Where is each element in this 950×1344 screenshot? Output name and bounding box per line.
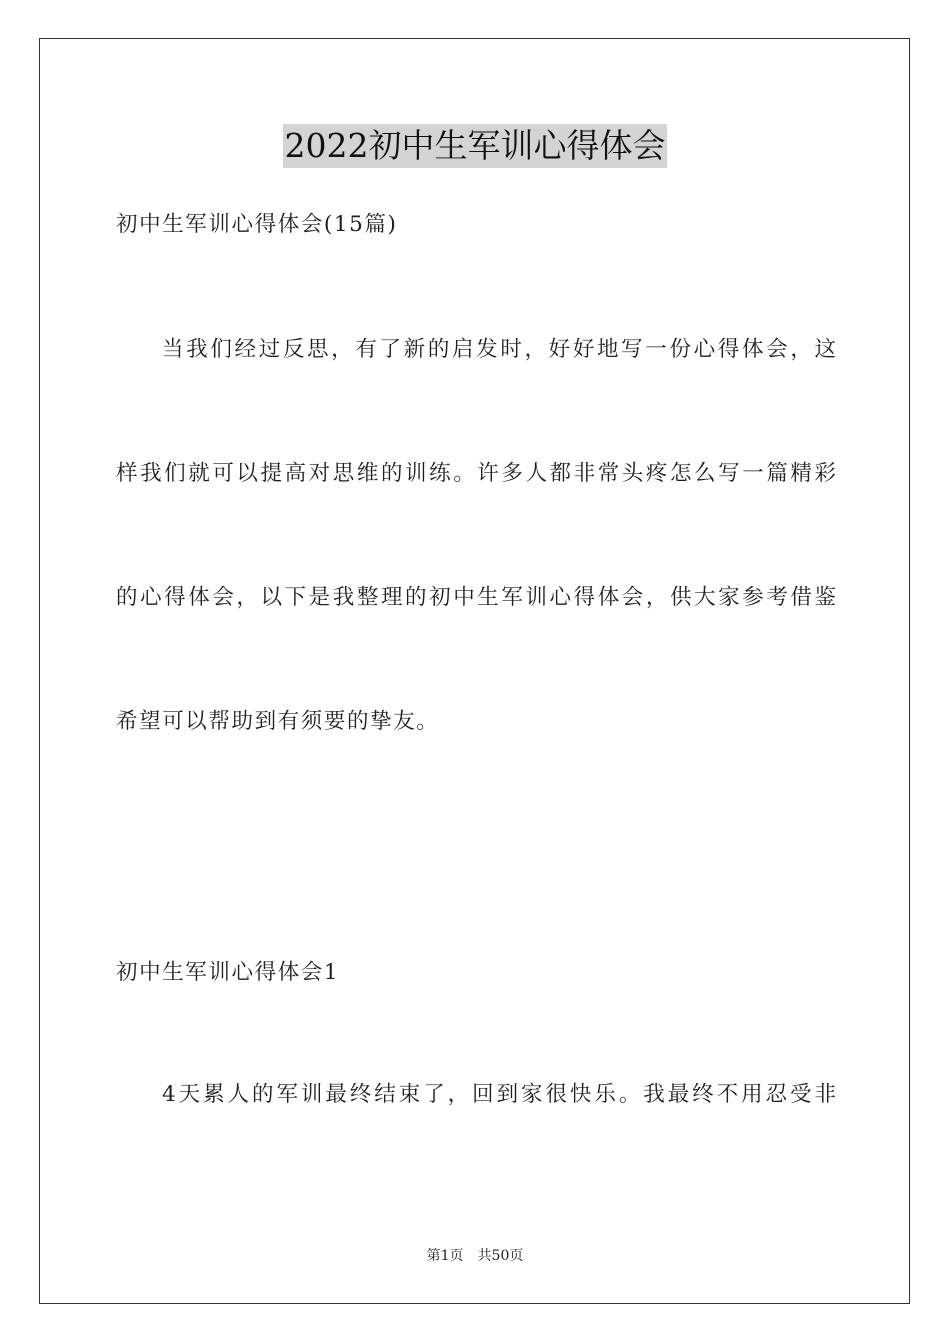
intro-line-3: 的心得体会，以下是我整理的初中生军训心得体会，供大家参考借鉴 xyxy=(116,585,836,610)
intro-line-4: 希望可以帮助到有须要的挚友。 xyxy=(116,709,440,734)
title-container xyxy=(0,124,950,168)
section-heading: 初中生军训心得体会1 xyxy=(116,960,340,985)
document-title: 2022初中生军训心得体会 xyxy=(283,124,668,168)
current-page-label: 第1页 xyxy=(426,1248,464,1264)
page-footer xyxy=(0,1246,950,1266)
total-pages-label: 共50页 xyxy=(477,1248,524,1264)
intro-line-1: 当我们经过反思，有了新的启发时，好好地写一份心得体会，这 xyxy=(162,337,836,362)
document-subtitle: 初中生军训心得体会(15篇) xyxy=(116,212,398,237)
intro-line-2: 样我们就可以提高对思维的训练。许多人都非常头疼怎么写一篇精彩 xyxy=(116,461,836,486)
section-line-1: 4天累人的军训最终结束了，回到家很快乐。我最终不用忍受非 xyxy=(162,1082,836,1107)
